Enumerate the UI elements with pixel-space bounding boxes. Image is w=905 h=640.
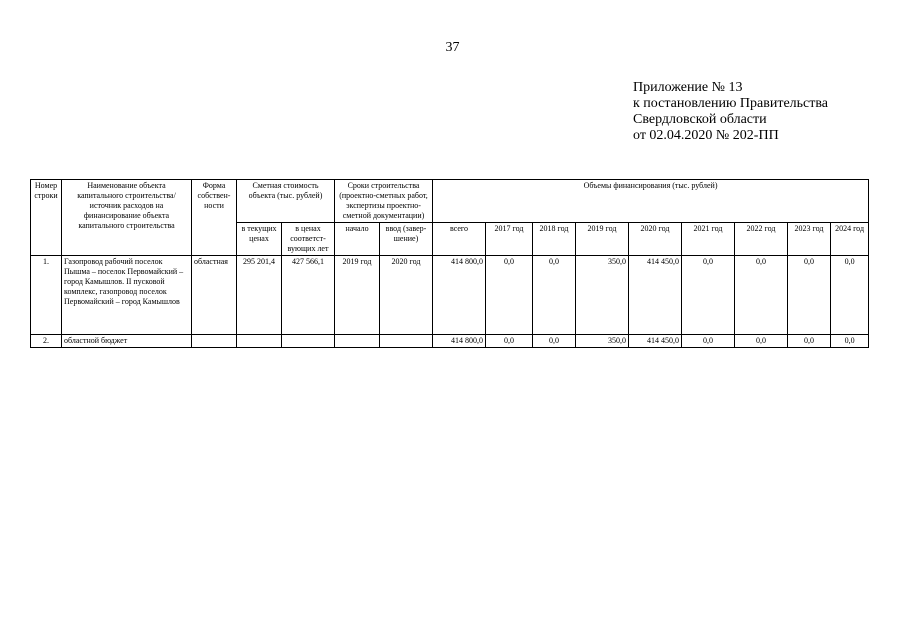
value-2023: 0,0 (788, 256, 831, 335)
page-number: 37 (445, 40, 460, 55)
ownership-form (192, 335, 237, 348)
header-year-2023: 2023 год (788, 223, 831, 256)
ownership-form: областная (192, 256, 237, 335)
value-2021: 0,0 (682, 335, 735, 348)
header-ownership-form: Форма собствен-ности (192, 180, 237, 256)
value-2020: 414 450,0 (629, 256, 682, 335)
row-number: 2. (31, 335, 62, 348)
appendix-resolution: к постановлению Правительства (633, 96, 829, 111)
value-2021: 0,0 (682, 256, 735, 335)
header-year-2017: 2017 год (486, 223, 533, 256)
financing-table (30, 179, 869, 348)
completion-year (380, 335, 433, 348)
appendix-date: от 02.04.2020 № 202-ПП (633, 128, 779, 143)
object-name: областной бюджет (62, 335, 192, 348)
header-financing-volumes: Объемы финансирования (тыс. рублей) (433, 180, 869, 223)
cost-corresponding (282, 335, 335, 348)
value-2024: 0,0 (831, 335, 869, 348)
header-total: всего (433, 223, 486, 256)
header-completion: ввод (завер-шение) (380, 223, 433, 256)
header-start: начало (335, 223, 380, 256)
start-year (335, 335, 380, 348)
value-2022: 0,0 (735, 335, 788, 348)
header-corresponding-prices: в ценах соответст-вующих лет (282, 223, 335, 256)
header-construction-terms: Сроки строительства (проектно-сметных работ, экспертизы проектно-сметной документации) (335, 180, 433, 223)
total-value: 414 800,0 (433, 335, 486, 348)
value-2018: 0,0 (533, 335, 576, 348)
value-2023: 0,0 (788, 335, 831, 348)
header-year-2018: 2018 год (533, 223, 576, 256)
cost-current: 295 201,4 (237, 256, 282, 335)
value-2022: 0,0 (735, 256, 788, 335)
header-row-1 (31, 180, 869, 223)
header-current-prices: в текущих ценах (237, 223, 282, 256)
value-2020: 414 450,0 (629, 335, 682, 348)
header-year-2019: 2019 год (576, 223, 629, 256)
value-2017: 0,0 (486, 256, 533, 335)
row-number: 1. (31, 256, 62, 335)
value-2024: 0,0 (831, 256, 869, 335)
appendix-title: Приложение № 13 (633, 80, 743, 95)
header-year-2020: 2020 год (629, 223, 682, 256)
appendix-block (633, 80, 828, 144)
object-name: Газопровод рабочий поселок Пышма – поселок Первомайский – город Камышлов. II пусковой комплекс, газопровод поселок Первомайский – город Камышлов (62, 256, 192, 335)
header-year-2024: 2024 год (831, 223, 869, 256)
value-2018: 0,0 (533, 256, 576, 335)
total-value: 414 800,0 (433, 256, 486, 335)
value-2017: 0,0 (486, 335, 533, 348)
table-row (31, 256, 869, 335)
header-estimated-cost: Сметная стоимость объекта (тыс. рублей) (237, 180, 335, 223)
table-row (31, 335, 869, 348)
header-year-2021: 2021 год (682, 223, 735, 256)
cost-corresponding: 427 566,1 (282, 256, 335, 335)
start-year: 2019 год (335, 256, 380, 335)
completion-year: 2020 год (380, 256, 433, 335)
appendix-region: Свердловской области (633, 112, 767, 127)
header-year-2022: 2022 год (735, 223, 788, 256)
header-row-number: Номер строки (31, 180, 62, 256)
cost-current (237, 335, 282, 348)
value-2019: 350,0 (576, 335, 629, 348)
value-2019: 350,0 (576, 256, 629, 335)
header-object-name: Наименование объекта капитального строительства/ источник расходов на финансирование объекта капитального строительства (62, 180, 192, 256)
